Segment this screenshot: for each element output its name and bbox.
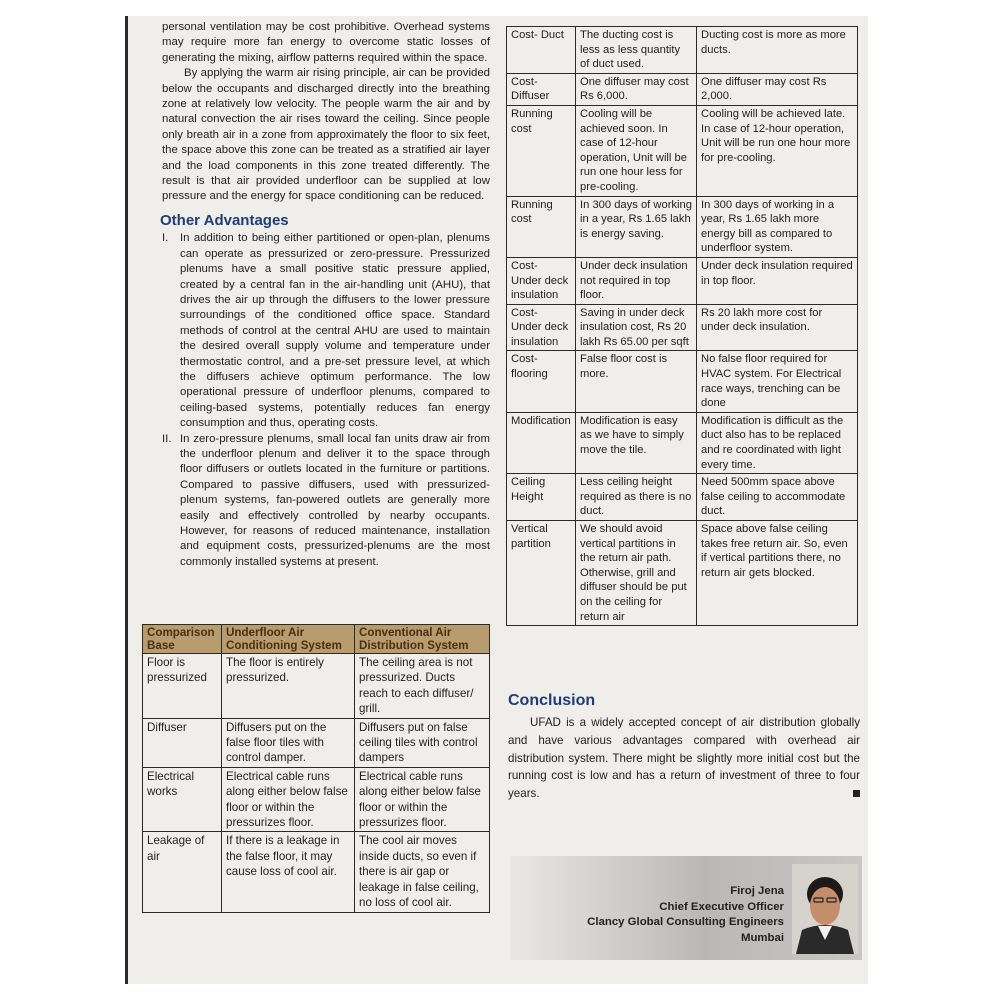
table-cell: Modification is difficult as the duct also has to be replaced and re coordinated with light every time.: [697, 412, 858, 473]
table-cell: Cost- Under deck insulation: [507, 304, 576, 351]
table-cell: In 300 days of working in a year, Rs 1.65 lakh more energy bill as compared to underfloor system.: [697, 196, 858, 257]
table-cell: Cost- flooring: [507, 351, 576, 412]
table-cell: Space above false ceiling takes free return air. So, even if vertical partitions there, no return air gets blocked.: [697, 521, 858, 626]
conclusion-section: [508, 692, 860, 803]
comparison-table: [142, 624, 490, 913]
table-row: [507, 105, 858, 196]
table-cell: Leakage of air: [143, 832, 222, 912]
table-cell: Under deck insulation required in top floor.: [697, 257, 858, 304]
list-text: In zero-pressure plenums, small local fan units draw air from the underfloor plenum and deliver it to the space through floor diffusers or outlets located in the furniture or partitions. Compared to passive diffusers, used with pressurized-plenum systems, fan-powered outlets are generally more easily and effectively controlled by nearby occupants. However, for reasons of reduced maintenance, installation and equipment costs, pressurized-plenums are the most commonly installed systems at present.: [180, 432, 490, 568]
table-cell: The ceiling area is not pressurized. Ducts reach to each diffuser/ grill.: [355, 654, 490, 719]
conclusion-text: UFAD is a widely accepted concept of air distribution globally and have various advantages compared with overhead air distribution system. There might be slightly more initial cost but the running cost is low and has a return of investment of three to four years.: [508, 716, 860, 801]
table-row: [507, 27, 858, 74]
author-title: Chief Executive Officer: [659, 900, 784, 913]
author-city: Mumbai: [740, 931, 784, 944]
table-cell: The cool air moves inside ducts, so even if there is air gap or leakage in false ceiling, no loss of cool air.: [355, 832, 490, 912]
table-cell: No false floor required for HVAC system. For Electrical race ways, trenching can be done: [697, 351, 858, 412]
magazine-page: [128, 16, 868, 984]
table-cell: Diffusers put on false ceiling tiles with control dampers: [355, 718, 490, 767]
author-box: [510, 856, 862, 960]
table-row: [143, 767, 490, 832]
author-name: Firoj Jena: [730, 885, 784, 897]
table-cell: Modification is easy as we have to simply move the tile.: [576, 412, 697, 473]
table-cell: Diffuser: [143, 718, 222, 767]
table-cell: Electrical works: [143, 767, 222, 832]
intro-paragraph-2: By applying the warm air rising principle, air can be provided below the occupants and discharged directly into the breathing zone at relatively low velocity. The people warm the air and by natural convection the air rises toward the ceiling. Since people only breath air in a zone from approximately the floor to six feet, the space above this zone can be treated as a stratified air layer and the load components in this zone treated differently. The result is that air provided underfloor can be supplied at low pressure and the energy for space conditioning can be reduced.: [162, 67, 490, 203]
table-cell: We should avoid vertical partitions in the return air path. Otherwise, grill and diffuser should be put on the ceiling for return air: [576, 521, 697, 626]
table-row: [507, 474, 858, 521]
cost-comparison-table: [506, 26, 858, 626]
table-cell: Modification: [507, 412, 576, 473]
table-cell: The floor is entirely pressurized.: [222, 654, 355, 719]
table-cell: Floor is pressurized: [143, 654, 222, 719]
table-row: [507, 351, 858, 412]
table-row: [507, 196, 858, 257]
other-advantages-heading: Other Advantages: [160, 211, 289, 229]
author-company: Clancy Global Consulting Engineers: [587, 916, 784, 929]
table-cell: Less ceiling height required as there is no duct.: [576, 474, 697, 521]
header-comparison-base: Comparison Base: [143, 625, 222, 654]
table-row: [507, 521, 858, 626]
advantage-item-1: [162, 231, 490, 431]
table-cell: Saving in under deck insulation cost, Rs 20 lakh Rs 65.00 per sqft: [576, 304, 697, 351]
conclusion-heading: Conclusion: [508, 692, 596, 709]
author-photo: [792, 864, 858, 954]
table-row: [507, 412, 858, 473]
table-cell: Cost- Diffuser: [507, 73, 576, 105]
table-cell: Cooling will be achieved late. In case of 12-hour operation, Unit will be run one hour more for pre-cooling.: [697, 105, 858, 196]
table-cell: In 300 days of working in a year, Rs 1.65 lakh is energy saving.: [576, 196, 697, 257]
table-row: [507, 73, 858, 105]
table-cell: If there is a leakage in the false floor, it may cause loss of cool air.: [222, 832, 355, 912]
left-column: [162, 20, 490, 570]
list-number: II.: [162, 432, 172, 445]
table-row: [507, 257, 858, 304]
table-cell: Cost- Under deck insulation: [507, 257, 576, 304]
table-header-row: [143, 625, 490, 654]
table-cell: Need 500mm space above false ceiling to accommodate duct.: [697, 474, 858, 521]
table-cell: Cooling will be achieved soon. In case of 12-hour operation, Unit will be run one hour less for pre-cooling.: [576, 105, 697, 196]
table-row: [143, 832, 490, 912]
table-cell: Vertical partition: [507, 521, 576, 626]
table-cell: Rs 20 lakh more cost for under deck insulation.: [697, 304, 858, 351]
list-number: I.: [162, 232, 169, 245]
list-text: In addition to being either partitioned or open-plan, plenums can operate as pressurized or zero-pressure. Pressurized plenums have a small positive static pressure applied, created by a central fan in the air-handling unit (AHU), that drives the air up through the diffusers to the lower pressure surroundings of the conditioned office space. Standard methods of control at the central AHU are used to maintain the desired overall supply volume and temperature under thermostatic control, and a pre-set pressure level, at which the diffusers achieve optimum performance. The low operational pressure of underfloor plenums, compared to ceiling-based systems, potentially reduces fan energy consumption and thus, operating costs.: [180, 232, 490, 430]
table-cell: False floor cost is more.: [576, 351, 697, 412]
table-cell: Electrical cable runs along either below false floor or within the pressurizes floor.: [355, 767, 490, 832]
table-cell: Ducting cost is more as more ducts.: [697, 27, 858, 74]
header-underfloor: Underfloor Air Conditioning System: [222, 625, 355, 654]
header-conventional: Conventional Air Distribution System: [355, 625, 490, 654]
table-cell: Under deck insulation not required in top floor.: [576, 257, 697, 304]
author-info: [587, 884, 784, 946]
table-cell: Ceiling Height: [507, 474, 576, 521]
table-cell: Running cost: [507, 196, 576, 257]
table-cell: The ducting cost is less as less quantity of duct used.: [576, 27, 697, 74]
table-cell: Running cost: [507, 105, 576, 196]
table-row: [507, 304, 858, 351]
end-mark-icon: [853, 790, 860, 797]
table-cell: One diffuser may cost Rs 2,000.: [697, 73, 858, 105]
table-cell: Diffusers put on the false floor tiles with control damper.: [222, 718, 355, 767]
table-row: [143, 654, 490, 719]
table-cell: Electrical cable runs along either below false floor or within the pressurizes floor.: [222, 767, 355, 832]
table-row: [143, 718, 490, 767]
table-cell: One diffuser may cost Rs 6,000.: [576, 73, 697, 105]
intro-paragraph-1: personal ventilation may be cost prohibitive. Overhead systems may require more fan energy to overcome static losses of generating the mixing, airflow patterns required within the space.: [162, 21, 490, 64]
advantage-item-2: [162, 432, 490, 571]
table-cell: Cost- Duct: [507, 27, 576, 74]
